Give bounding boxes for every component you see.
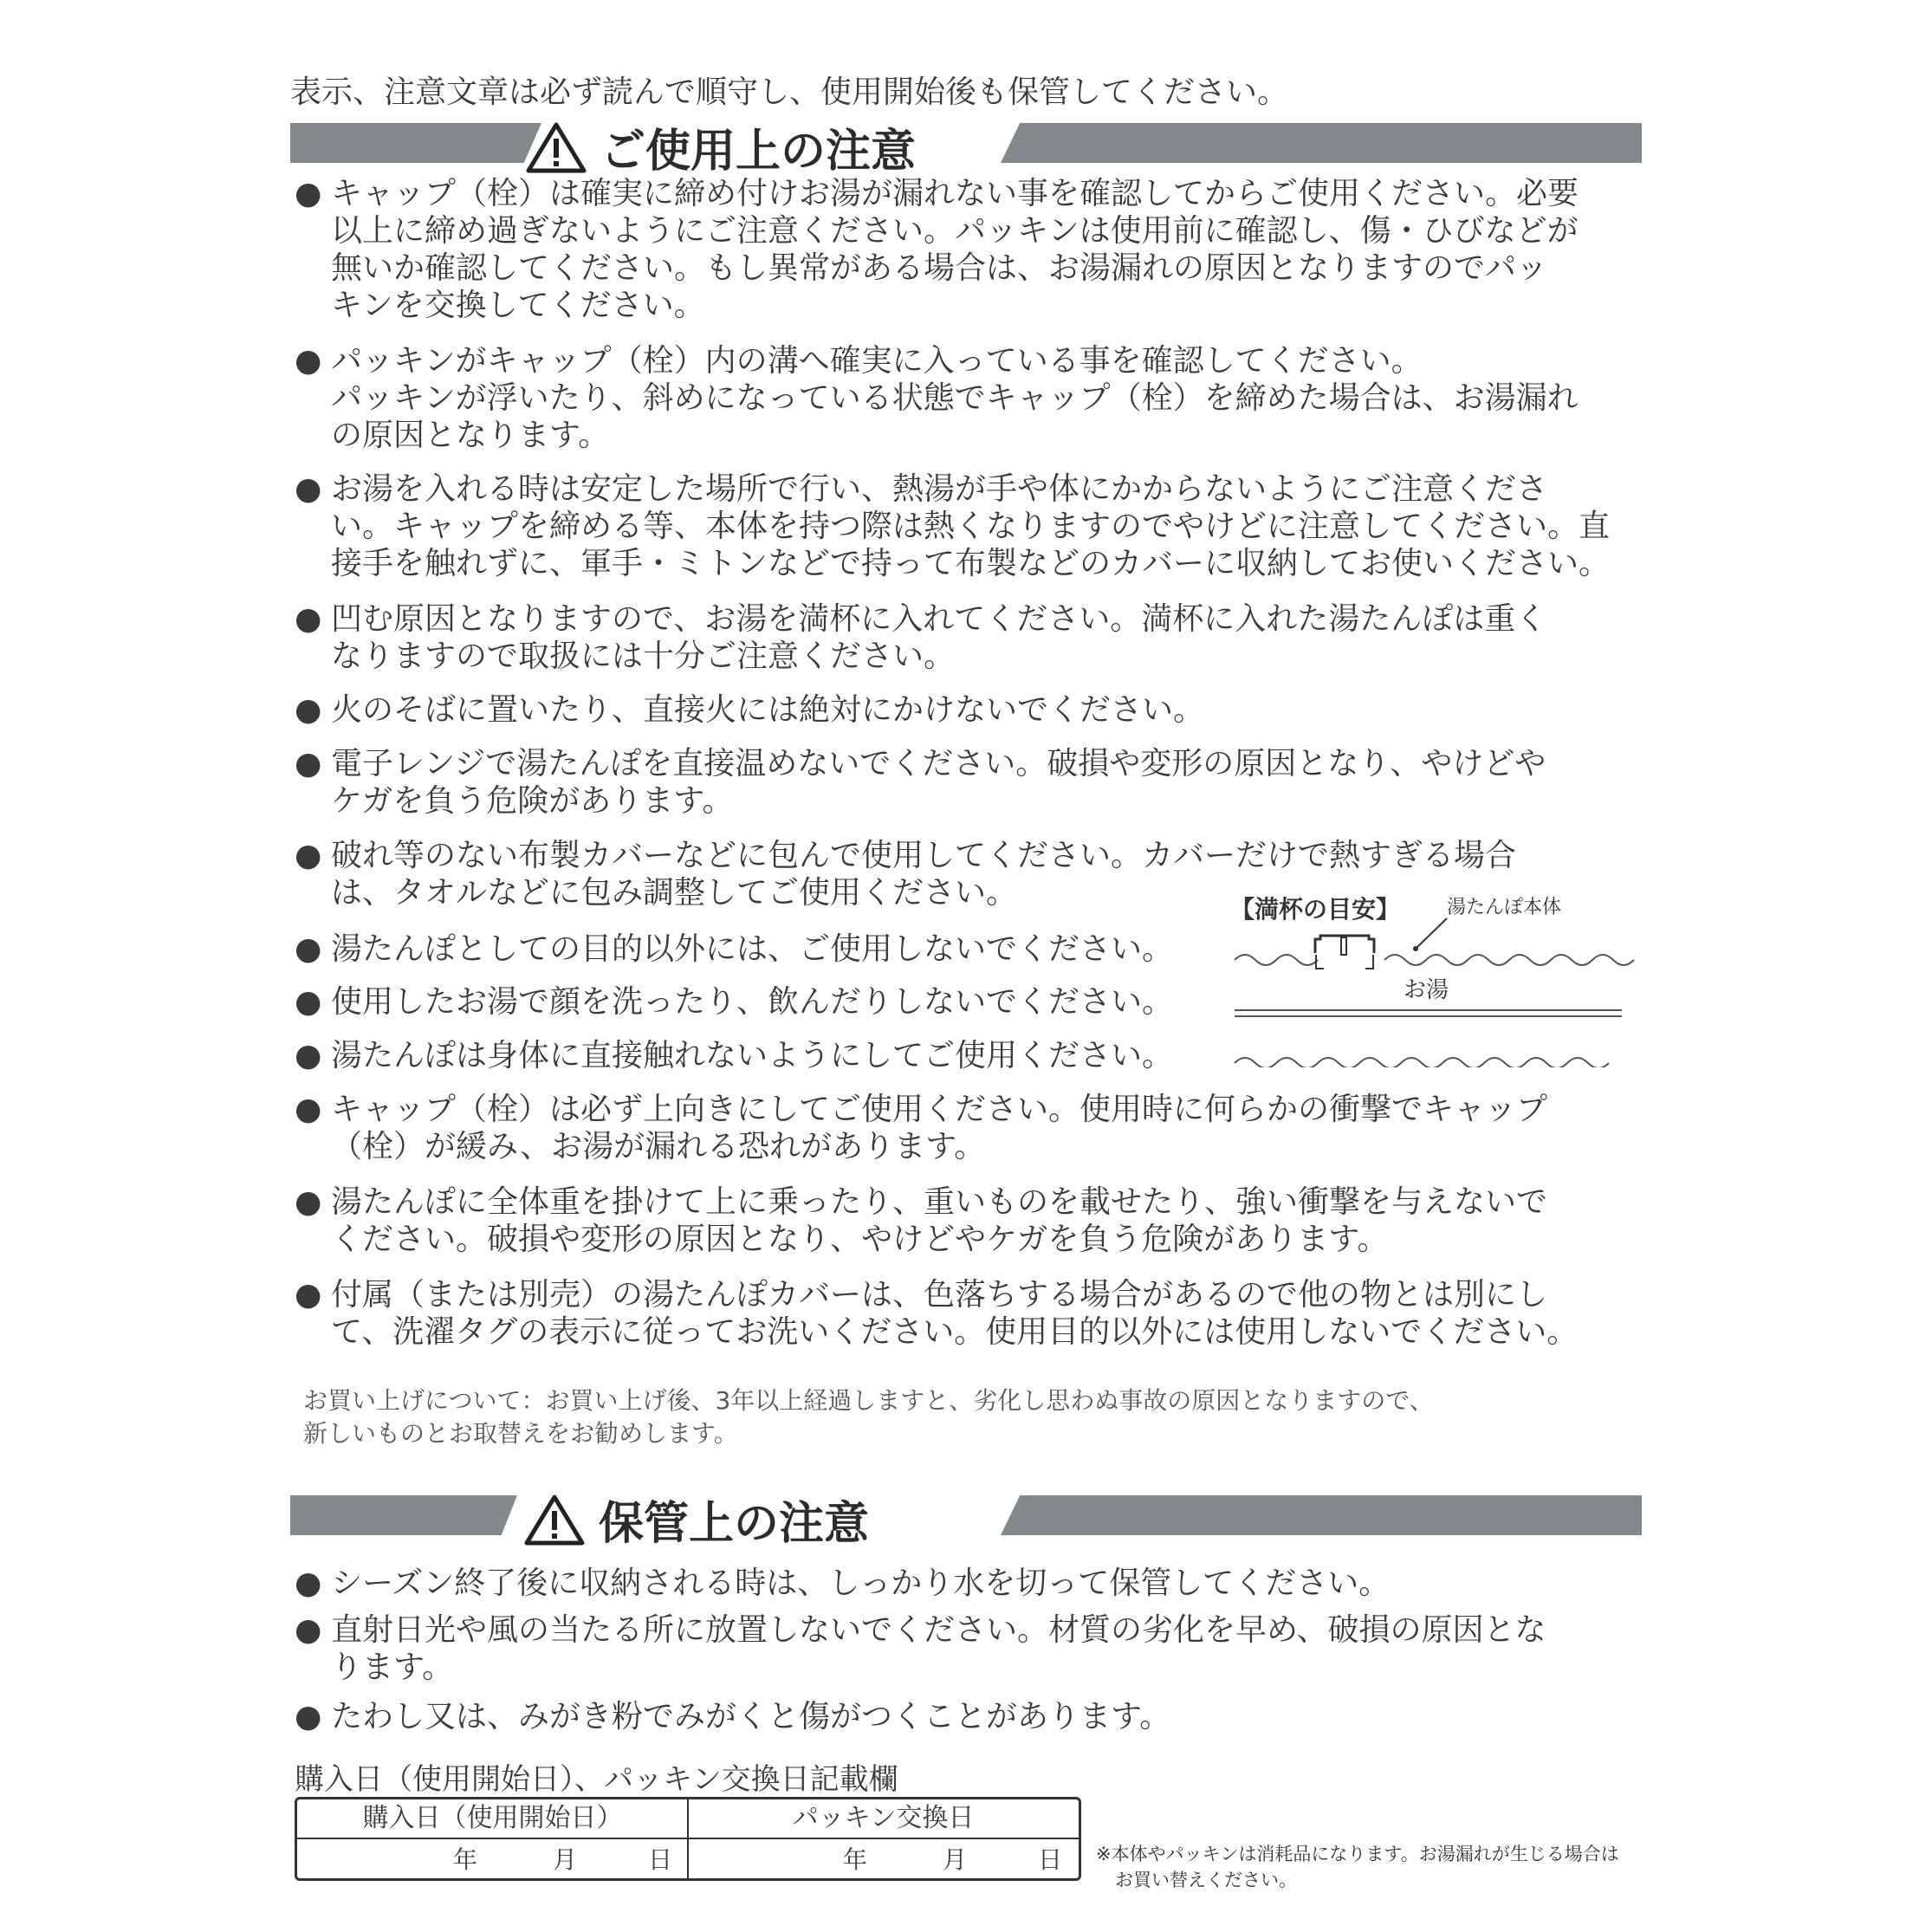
item-line: キンを交換してください。 (331, 288, 705, 323)
item-line: 湯たんぽは身体に直接触れないようにしてご使用ください。 (331, 1038, 1174, 1073)
item-line: なりますので取扱には十分ご注意ください。 (331, 639, 956, 674)
item-line: 湯たんぽとしての目的以外には、ご使用しないでください。 (331, 931, 1174, 967)
consumables-footnote (1096, 1841, 1619, 1893)
bullet: ● (295, 838, 322, 873)
storage-heading (524, 1487, 869, 1552)
diagram-body-label: 湯たんぽ本体 (1447, 897, 1562, 918)
item-line: ください。破損や変形の原因となり、やけどやケガを負う危険があります。 (331, 1222, 1389, 1257)
item-line: 電子レンジで湯たんぽを直接温めないでください。破損や変形の原因となり、やけどや (331, 746, 1546, 781)
item-line: 無いか確認してください。もし異常がある場合は、お湯漏れの原因となりますのでパッ (331, 250, 1548, 286)
diagram-title: 【満杯の目安】 (1230, 895, 1401, 924)
record-table-title: 購入日（使用開始日）、パッキン交換日記載欄 (295, 1762, 898, 1797)
storage-heading-band (290, 1483, 1642, 1550)
footnote-line: お買い替えください。 (1115, 1870, 1297, 1890)
usage-item (295, 470, 1646, 582)
storage-heading-text: 保管上の注意 (599, 1498, 870, 1550)
usage-item (295, 1276, 1646, 1351)
item-line: い。キャップを締める等、本体を持つ際は熱くなりますのでやけどに注意してください。直 (331, 509, 1611, 544)
band-bar-right (1001, 123, 1642, 163)
warning-icon (526, 121, 587, 173)
bullet: ● (295, 601, 322, 637)
usage-item (295, 691, 1646, 729)
purchase-note (303, 1384, 1637, 1450)
item-line: 以上に締め過ぎないようにご注意ください。パッキンは使用前に確認し、傷・ひびなどが (331, 213, 1579, 249)
purchase-note-line: お買い上げについて：お買い上げ後、3年以上経過しますと、劣化し思わぬ事故の原因となりますので、 (303, 1386, 1434, 1415)
band-bar-left (290, 123, 541, 163)
band-bar-right (1001, 1495, 1642, 1535)
item-line: お湯を入れる時は安定した場所で行い、熱湯が手や体にかからないようにご注意くださ (331, 471, 1548, 507)
diagram-water-label: お湯 (1404, 977, 1449, 1003)
bullet: ● (295, 343, 322, 379)
item-line: シーズン終了後に収納される時は、しっかり水を切って保管してください。 (331, 1566, 1391, 1601)
usage-item (295, 600, 1646, 675)
purchase-year-label: 年 (453, 1845, 478, 1874)
bullet: ● (295, 176, 322, 211)
bullet: ● (295, 984, 322, 1020)
item-line: たわし又は、みがき粉でみがくと傷がつくことがあります。 (331, 1699, 1171, 1734)
item-line: 使用したお湯で顔を洗ったり、飲んだりしないでください。 (331, 984, 1174, 1020)
item-line: 付属（または別売）の湯たんぽカバーは、色落ちする場合があるので他の物とは別にし (331, 1277, 1548, 1313)
item-line: パッキンが浮いたり、斜めになっている状態でキャップ（栓）を締めた場合は、お湯漏れ (331, 380, 1579, 416)
purchase-note-line: 新しいものとお取替えをお勧めします。 (303, 1419, 738, 1448)
bullet: ● (295, 1699, 322, 1734)
record-table (295, 1797, 1081, 1881)
bullet: ● (295, 1038, 322, 1073)
usage-item (295, 745, 1646, 820)
bullet: ● (295, 1612, 322, 1648)
usage-heading-band (290, 111, 1642, 178)
bullet: ● (295, 931, 322, 967)
band-bar-left (290, 1495, 517, 1535)
bullet: ● (295, 692, 322, 728)
item-line: ります。 (331, 1650, 454, 1685)
usage-heading-text: ご使用上の注意 (600, 126, 917, 178)
table-divider (687, 1799, 689, 1878)
usage-item (295, 342, 1646, 454)
storage-item (295, 1611, 1646, 1686)
purchase-date-header: 購入日（使用開始日） (297, 1799, 688, 1839)
bullet: ● (295, 1566, 322, 1601)
packing-year-label: 年 (843, 1845, 868, 1874)
item-line: キャップ（栓）は確実に締め付けお湯が漏れない事を確認してからご使用ください。必要 (331, 176, 1579, 211)
usage-item (295, 1183, 1646, 1258)
diagram-drawing (1230, 885, 1637, 1067)
usage-item (295, 1091, 1646, 1165)
item-line: て、洗濯タグの表示に従ってお洗いください。使用目的以外には使用しないでください。 (331, 1314, 1579, 1350)
packing-date-header: パッキン交換日 (688, 1799, 1079, 1839)
usage-item (295, 175, 1646, 324)
item-line: 直射日光や風の当たる所に放置しないでください。材質の劣化を早め、破損の原因とな (331, 1612, 1546, 1648)
item-line: は、タオルなどに包み調整してご使用ください。 (331, 875, 1018, 911)
bullet: ● (295, 1277, 322, 1313)
purchase-month-label: 月 (553, 1845, 578, 1874)
item-line: ケガを負う危険があります。 (331, 783, 734, 819)
packing-month-label: 月 (943, 1845, 968, 1874)
item-line: の原因となります。 (331, 418, 610, 453)
purchase-day-label: 日 (648, 1845, 673, 1874)
bullet: ● (295, 746, 322, 781)
item-line: パッキンがキャップ（栓）内の溝へ確実に入っている事を確認してください。 (331, 343, 1423, 379)
item-line: （栓）が緩み、お湯が漏れる恐れがあります。 (331, 1129, 986, 1164)
item-line: 火のそばに置いたり、直接火には絶対にかけないでください。 (331, 692, 1205, 728)
bullet: ● (295, 1092, 322, 1127)
storage-item (295, 1565, 1646, 1602)
footnote-line: ※本体やパッキンは消耗品になります。お湯漏れが生じる場合は (1096, 1844, 1619, 1864)
warning-icon (524, 1494, 585, 1546)
intro-text: 表示、注意文章は必ず読んで順守し、使用開始後も保管してください。 (290, 75, 1289, 110)
item-line: 凹む原因となりますので、お湯を満杯に入れてください。満杯に入れた湯たんぽは重く (331, 601, 1547, 637)
storage-item (295, 1698, 1646, 1735)
bullet: ● (295, 1184, 322, 1220)
item-line: 湯たんぽに全体重を掛けて上に乗ったり、重いものを載せたり、強い衝撃を与えないで (331, 1184, 1548, 1220)
bullet: ● (295, 471, 322, 507)
packing-day-label: 日 (1038, 1845, 1063, 1874)
item-line: キャップ（栓）は必ず上向きにしてご使用ください。使用時に何らかの衝撃でキャップ (331, 1092, 1548, 1127)
item-line: 接手を触れずに、軍手・ミトンなどで持って布製などのカバーに収納してお使いください。 (331, 546, 1611, 581)
fill-guide-diagram (1230, 885, 1637, 1067)
usage-heading (526, 114, 916, 179)
item-line: 破れ等のない布製カバーなどに包んで使用してください。カバーだけで熱すぎる場合 (331, 838, 1517, 873)
